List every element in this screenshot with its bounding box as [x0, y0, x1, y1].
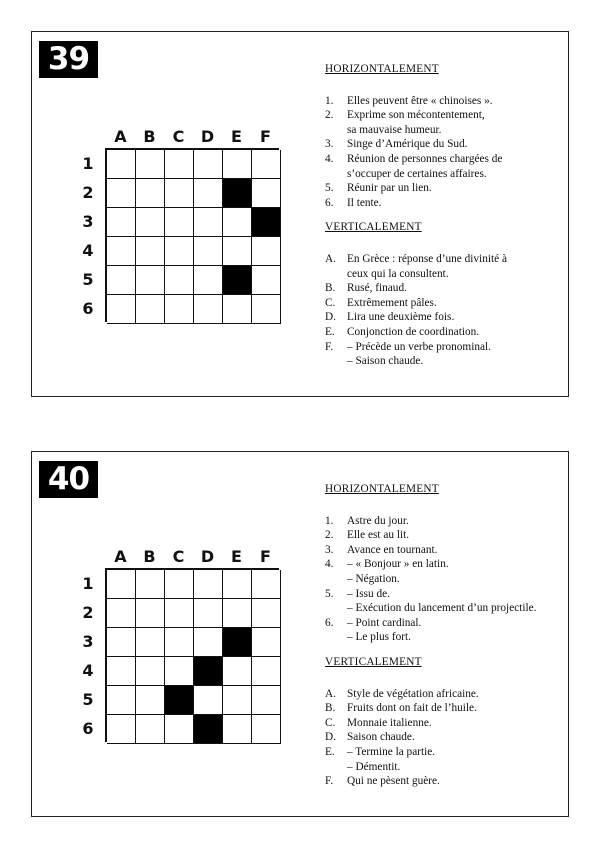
column-label-b: B: [143, 127, 156, 146]
horizontal-heading: HORIZONTALEMENT: [325, 483, 439, 495]
grid-cell-e6[interactable]: [223, 295, 252, 324]
grid-cell-a2[interactable]: [107, 179, 136, 208]
horizontal-clue-2: [325, 528, 565, 543]
puzzle-number-badge: 40: [39, 461, 98, 498]
grid-cell-a6[interactable]: [107, 295, 136, 324]
grid-cell-d3[interactable]: [194, 628, 223, 657]
clue-text: Réunir par un lien.: [347, 182, 432, 195]
horizontal-clue-1: [325, 94, 565, 109]
grid-cell-b1[interactable]: [136, 570, 165, 599]
column-label-a: A: [114, 127, 127, 146]
column-label-a: A: [114, 547, 127, 566]
grid-cell-d6[interactable]: [194, 295, 223, 324]
grid-cell-f2[interactable]: [252, 179, 281, 208]
clue-text: En Grèce : réponse d’une divinité à: [347, 252, 507, 265]
column-label-b: B: [143, 547, 156, 566]
clue-number: A.: [325, 687, 336, 700]
grid-cell-a5[interactable]: [107, 266, 136, 295]
clue-text: – « Bonjour » en latin.: [347, 558, 449, 571]
clue-number: 6.: [325, 196, 334, 209]
grid-cell-a6[interactable]: [107, 715, 136, 744]
horizontal-clues: [325, 514, 565, 645]
clue-number: 3.: [325, 543, 334, 556]
vertical-clues: [325, 252, 565, 369]
grid-cell-e3[interactable]: [223, 208, 252, 237]
black-cell-e5: [223, 266, 252, 295]
column-label-c: C: [172, 127, 185, 146]
grid-cell-b2[interactable]: [136, 179, 165, 208]
column-label-f: F: [260, 127, 271, 146]
grid-cell-e4[interactable]: [223, 237, 252, 266]
black-cell-d4: [194, 657, 223, 686]
clue-text: – Point cardinal.: [347, 616, 422, 629]
grid-cell-b4[interactable]: [136, 237, 165, 266]
clues-panel: [325, 62, 565, 369]
row-label-6: 6: [82, 719, 94, 738]
grid-cell-a3[interactable]: [107, 628, 136, 657]
grid-cell-f3[interactable]: [252, 628, 281, 657]
clue-number: C.: [325, 296, 336, 309]
grid-cell-c1[interactable]: [165, 570, 194, 599]
clue-text: Réunion de personnes chargées de: [347, 152, 503, 165]
grid-cell-d2[interactable]: [194, 599, 223, 628]
grid-cell-d3[interactable]: [194, 208, 223, 237]
black-cell-f3: [252, 208, 281, 237]
grid-cell-f4[interactable]: [252, 237, 281, 266]
grid-cell-f1[interactable]: [252, 150, 281, 179]
vertical-heading: VERTICALEMENT: [325, 655, 422, 668]
grid-cell-e5[interactable]: [223, 686, 252, 715]
grid-cell-c2[interactable]: [165, 179, 194, 208]
grid-cell-c1[interactable]: [165, 150, 194, 179]
grid-cell-a4[interactable]: [107, 237, 136, 266]
column-label-e: E: [231, 547, 242, 566]
clue-text: s’occuper de certaines affaires.: [347, 167, 487, 180]
black-cell-d6: [194, 715, 223, 744]
grid-cell-b3[interactable]: [136, 628, 165, 657]
grid-cell-d5[interactable]: [194, 686, 223, 715]
grid-cell-f5[interactable]: [252, 686, 281, 715]
grid-cell-a5[interactable]: [107, 686, 136, 715]
grid-cell-e4[interactable]: [223, 657, 252, 686]
puzzle-number-badge: 39: [39, 41, 98, 78]
clue-text: sa mauvaise humeur.: [347, 123, 442, 136]
clue-text: Rusé, finaud.: [347, 282, 407, 295]
clue-text: Singe d’Amérique du Sud.: [347, 138, 468, 151]
clue-text: Lira une deuxième fois.: [347, 311, 455, 324]
clue-text: – Le plus fort.: [347, 631, 412, 644]
column-label-f: F: [260, 547, 271, 566]
clue-number: A.: [325, 252, 336, 265]
crossword-grid: [105, 568, 279, 742]
grid-cell-a2[interactable]: [107, 599, 136, 628]
grid-cell-e1[interactable]: [223, 150, 252, 179]
clue-text: – Exécution du lancement d’un projectile.: [347, 602, 537, 615]
clue-number: 5.: [325, 182, 334, 195]
grid-cell-c4[interactable]: [165, 237, 194, 266]
vertical-clue-3: [325, 296, 565, 311]
grid-cell-a3[interactable]: [107, 208, 136, 237]
row-label-3: 3: [82, 632, 94, 651]
grid-cell-e1[interactable]: [223, 570, 252, 599]
row-label-5: 5: [82, 690, 94, 709]
grid-cell-f1[interactable]: [252, 570, 281, 599]
grid-cell-b4[interactable]: [136, 657, 165, 686]
row-label-1: 1: [82, 574, 94, 593]
clue-number: 6.: [325, 616, 334, 629]
horizontal-clue-4: [325, 152, 565, 181]
clue-text: Il tente.: [347, 196, 382, 209]
grid-cell-b3[interactable]: [136, 208, 165, 237]
clue-text: Qui ne pèsent guère.: [347, 775, 440, 788]
clue-number: C.: [325, 716, 336, 729]
grid-cell-c3[interactable]: [165, 628, 194, 657]
clue-number: D.: [325, 311, 336, 324]
grid-cell-f6[interactable]: [252, 715, 281, 744]
clue-text: Avance en tournant.: [347, 543, 438, 556]
grid-cell-b2[interactable]: [136, 599, 165, 628]
horizontal-clues: [325, 94, 565, 211]
black-cell-e3: [223, 628, 252, 657]
vertical-heading: VERTICALEMENT: [325, 221, 422, 234]
grid-cell-d2[interactable]: [194, 179, 223, 208]
clue-text: ceux qui la consultent.: [347, 267, 449, 280]
clue-text: Style de végétation africaine.: [347, 687, 479, 700]
grid-cell-d1[interactable]: [194, 150, 223, 179]
clue-text: Monnaie italienne.: [347, 716, 432, 729]
puzzle-card-39: [31, 31, 569, 397]
clue-number: D.: [325, 731, 336, 744]
vertical-clue-1: [325, 687, 565, 702]
grid-cell-a1[interactable]: [107, 150, 136, 179]
row-label-2: 2: [82, 183, 94, 202]
horizontal-clue-1: [325, 514, 565, 529]
clue-text: – Précède un verbe pronominal.: [347, 340, 491, 353]
clue-text: Elle est au lit.: [347, 529, 410, 542]
grid-cell-c4[interactable]: [165, 657, 194, 686]
row-label-1: 1: [82, 154, 94, 173]
grid-cell-d5[interactable]: [194, 266, 223, 295]
grid-cell-b5[interactable]: [136, 686, 165, 715]
grid-cell-b6[interactable]: [136, 715, 165, 744]
row-label-5: 5: [82, 270, 94, 289]
clue-number: 2.: [325, 529, 334, 542]
vertical-clue-5: [325, 325, 565, 340]
clue-number: B.: [325, 702, 336, 715]
clue-text: Fruits dont on fait de l’huile.: [347, 702, 477, 715]
clue-text: Elles peuvent être « chinoises ».: [347, 94, 493, 107]
puzzle-card-40: [31, 451, 569, 817]
clue-text: – Saison chaude.: [347, 355, 424, 368]
clue-number: E.: [325, 325, 335, 338]
column-label-d: D: [200, 127, 215, 146]
horizontal-clue-3: [325, 137, 565, 152]
vertical-clue-2: [325, 701, 565, 716]
grid-cell-e6[interactable]: [223, 715, 252, 744]
clue-number: 3.: [325, 138, 334, 151]
row-label-4: 4: [82, 241, 94, 260]
vertical-clue-3: [325, 716, 565, 731]
clue-text: – Issu de.: [347, 587, 390, 600]
grid-cell-e2[interactable]: [223, 599, 252, 628]
vertical-clue-2: [325, 281, 565, 296]
clue-number: 4.: [325, 558, 334, 571]
clue-number: 1.: [325, 94, 334, 107]
black-cell-e2: [223, 179, 252, 208]
grid-cell-f5[interactable]: [252, 266, 281, 295]
column-label-d: D: [200, 547, 215, 566]
black-cell-c5: [165, 686, 194, 715]
clue-number: 5.: [325, 587, 334, 600]
clue-number: 4.: [325, 152, 334, 165]
grid-cell-c5[interactable]: [165, 266, 194, 295]
grid-cell-c6[interactable]: [165, 715, 194, 744]
clue-number: F.: [325, 340, 334, 353]
grid-cell-b5[interactable]: [136, 266, 165, 295]
column-labels: [105, 126, 279, 148]
column-labels: [105, 546, 279, 568]
clue-text: Astre du jour.: [347, 514, 409, 527]
clue-text: Saison chaude.: [347, 731, 415, 744]
vertical-clue-5: [325, 745, 565, 774]
horizontal-clue-3: [325, 543, 565, 558]
clue-number: E.: [325, 745, 335, 758]
clue-number: F.: [325, 775, 334, 788]
grid-cell-f6[interactable]: [252, 295, 281, 324]
grid-cell-c2[interactable]: [165, 599, 194, 628]
column-label-c: C: [172, 547, 185, 566]
column-label-e: E: [231, 127, 242, 146]
clue-text: Exprime son mécontentement,: [347, 109, 485, 122]
horizontal-clue-2: [325, 108, 565, 137]
horizontal-clue-4: [325, 557, 565, 586]
row-label-3: 3: [82, 212, 94, 231]
grid-cell-f2[interactable]: [252, 599, 281, 628]
clues-panel: [325, 482, 565, 789]
grid-cell-a1[interactable]: [107, 570, 136, 599]
vertical-clue-4: [325, 310, 565, 325]
grid-cell-b6[interactable]: [136, 295, 165, 324]
vertical-clues: [325, 687, 565, 789]
horizontal-clue-5: [325, 587, 565, 616]
clue-text: – Négation.: [347, 572, 400, 585]
horizontal-heading: HORIZONTALEMENT: [325, 63, 439, 75]
clue-number: 1.: [325, 514, 334, 527]
grid-cell-d4[interactable]: [194, 237, 223, 266]
grid-cell-f4[interactable]: [252, 657, 281, 686]
clue-text: – Démentit.: [347, 760, 401, 773]
vertical-clue-1: [325, 252, 565, 281]
grid-cell-c6[interactable]: [165, 295, 194, 324]
vertical-clue-6: [325, 774, 565, 789]
row-label-6: 6: [82, 299, 94, 318]
crossword-grid: [105, 148, 279, 322]
vertical-clue-4: [325, 730, 565, 745]
clue-number: 2.: [325, 109, 334, 122]
grid-cell-b1[interactable]: [136, 150, 165, 179]
horizontal-clue-5: [325, 181, 565, 196]
clue-number: B.: [325, 282, 336, 295]
grid-cell-c3[interactable]: [165, 208, 194, 237]
grid-cell-d1[interactable]: [194, 570, 223, 599]
row-label-4: 4: [82, 661, 94, 680]
clue-text: – Termine la partie.: [347, 745, 436, 758]
horizontal-clue-6: [325, 616, 565, 645]
clue-text: Extrêmement pâles.: [347, 296, 437, 309]
grid-cell-a4[interactable]: [107, 657, 136, 686]
clue-text: Conjonction de coordination.: [347, 325, 480, 338]
row-label-2: 2: [82, 603, 94, 622]
horizontal-clue-6: [325, 196, 565, 211]
vertical-clue-6: [325, 340, 565, 369]
